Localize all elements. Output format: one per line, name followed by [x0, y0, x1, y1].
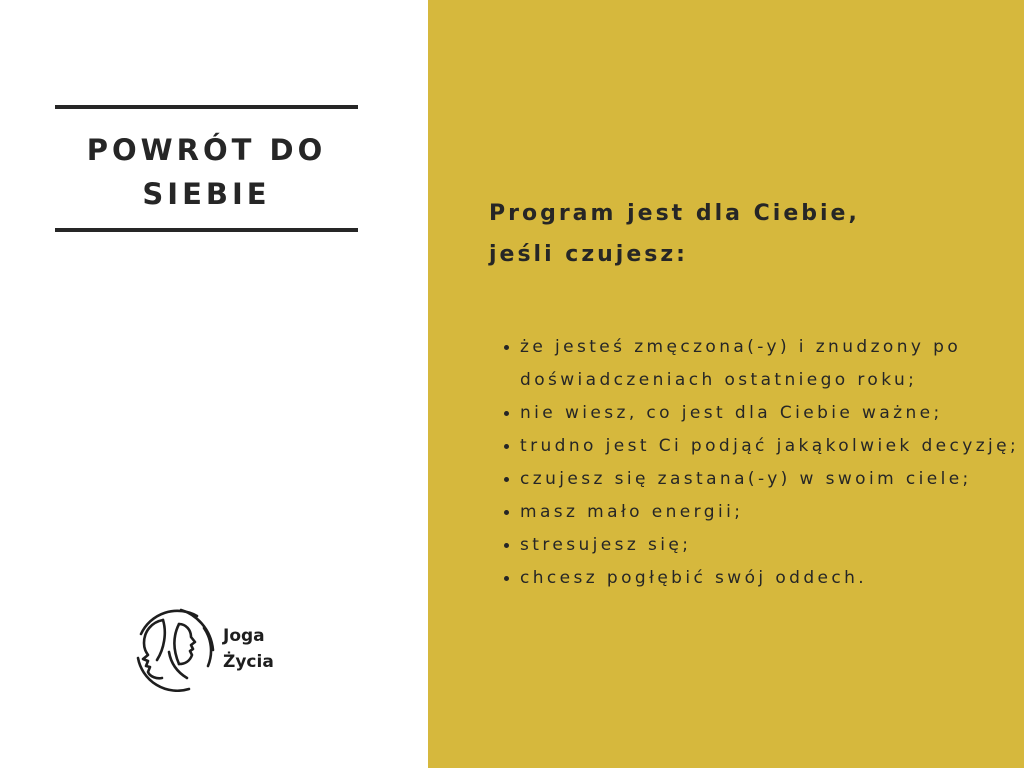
heading-line-2: jeśli czujesz: [489, 242, 688, 267]
right-panel [428, 0, 1024, 768]
left-panel [0, 0, 428, 768]
list-item: • masz mało energii; [520, 496, 1024, 529]
two-faces-in-circle-icon [133, 606, 215, 692]
list-item: • że jesteś zmęczona(-y) i znudzony po doświadczeniach ostatniego roku; [520, 331, 1024, 397]
logo-text-line-1: Joga [223, 626, 265, 646]
title-line-1: POWRÓT DO [86, 133, 327, 167]
title-line-2: SIEBIE [142, 177, 271, 211]
title-top-rule [55, 105, 358, 109]
list-item: • czujesz się zastana(-y) w swoim ciele; [520, 463, 1024, 496]
list-item: • trudno jest Ci podjąć jakąkolwiek decyzję; [520, 430, 1024, 463]
page-title [55, 128, 358, 216]
list-item: • stresujesz się; [520, 529, 1024, 562]
logo-wordmark [223, 623, 274, 675]
list-item: • chcesz pogłębić swój oddech. [520, 562, 1024, 595]
program-heading [489, 193, 949, 275]
logo-text-line-2: Życia [223, 652, 274, 672]
symptom-list [498, 331, 1024, 595]
heading-line-1: Program jest dla Ciebie, [489, 201, 860, 226]
list-item: • nie wiesz, co jest dla Ciebie ważne; [520, 397, 1024, 430]
title-bottom-rule [55, 228, 358, 232]
logo [133, 606, 274, 692]
